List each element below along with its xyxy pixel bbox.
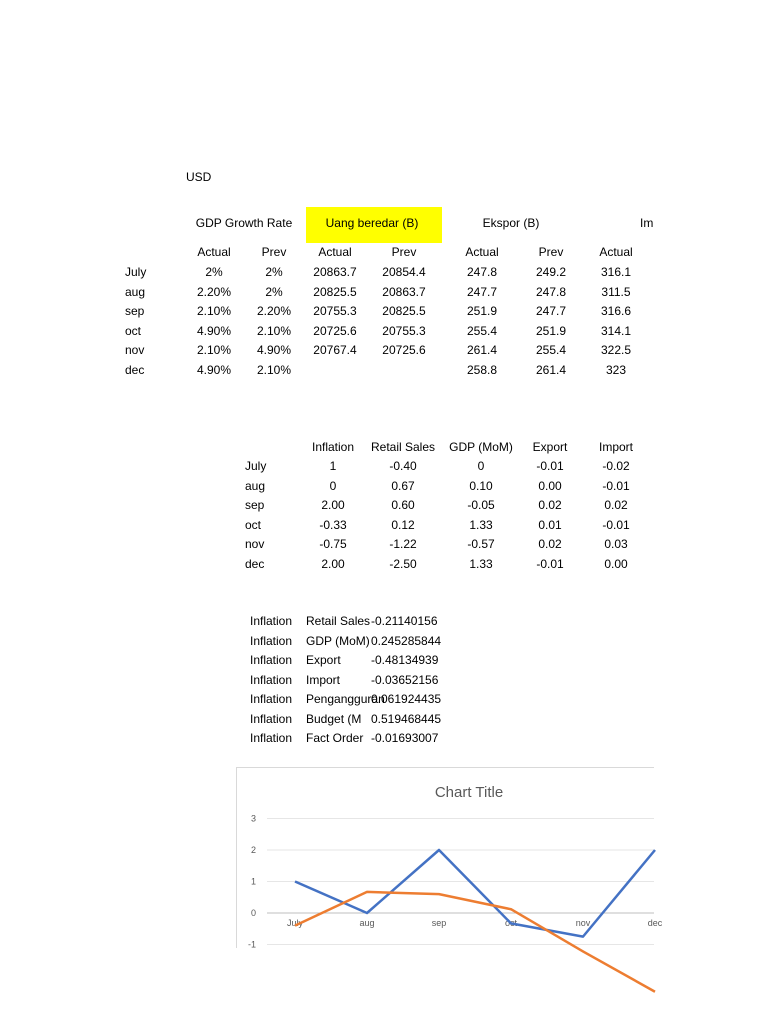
table1-subheader: Actual bbox=[465, 245, 499, 259]
table1-cell: 20767.4 bbox=[313, 343, 357, 357]
chart-x-tick-label: dec bbox=[647, 918, 663, 928]
table2-cell: -2.50 bbox=[389, 556, 417, 571]
table1-cell: 2.20% bbox=[256, 304, 292, 318]
table2-row-label: nov bbox=[245, 537, 265, 551]
table1-cell: 261.4 bbox=[466, 343, 498, 357]
chart-x-tick-label: oct bbox=[504, 918, 518, 928]
table1-row-label: aug bbox=[125, 284, 146, 299]
table2-row-label: aug bbox=[245, 478, 266, 493]
table1-cell: 2.10% bbox=[196, 304, 232, 318]
table1-cell: 2% bbox=[265, 284, 283, 299]
table1-group-header: Ekspor (B) bbox=[482, 216, 540, 230]
table1-cell: 20863.7 bbox=[382, 284, 426, 299]
table2-cell: -0.01 bbox=[536, 556, 564, 571]
table2-cell: 0.60 bbox=[391, 498, 415, 512]
table2-cell: -0.05 bbox=[467, 498, 495, 512]
table1-cell: 316.6 bbox=[600, 304, 632, 318]
table2-row-label: sep bbox=[245, 498, 265, 512]
correlation-value: 0.061924435 bbox=[371, 692, 442, 706]
table2-cell: 1 bbox=[329, 459, 337, 473]
table2-cell: 0.00 bbox=[538, 478, 562, 493]
table2-cell: 0.01 bbox=[538, 517, 562, 532]
table2-cell: -0.02 bbox=[602, 459, 630, 473]
table1-cell: 20825.5 bbox=[313, 284, 357, 299]
table2-cell: -1.22 bbox=[389, 537, 417, 551]
table2-row-label: dec bbox=[245, 556, 265, 571]
table1-cell: 247.7 bbox=[535, 304, 567, 318]
table1-cell: 20755.3 bbox=[382, 323, 426, 338]
chart-svg bbox=[237, 768, 663, 950]
table1-group-header: Im bbox=[640, 216, 654, 230]
table1-cell: 20755.3 bbox=[313, 304, 357, 318]
correlation-var-a: Inflation bbox=[250, 711, 293, 726]
table1-cell: 249.2 bbox=[535, 265, 567, 279]
table1-row-label: oct bbox=[125, 323, 142, 338]
table1-cell: 247.8 bbox=[535, 284, 567, 299]
table1-cell: 255.4 bbox=[535, 343, 567, 357]
correlation-var-b: Budget (M bbox=[306, 711, 362, 726]
currency-label: USD bbox=[186, 170, 212, 184]
table1-cell: 20854.4 bbox=[382, 265, 426, 279]
chart-series-line-1 bbox=[295, 850, 655, 937]
table2-cell: 2.00 bbox=[321, 556, 345, 571]
table1-cell: 311.5 bbox=[601, 284, 631, 299]
table1-cell: 316.1 bbox=[600, 265, 632, 279]
table1-cell: 251.9 bbox=[466, 304, 498, 318]
table2-cell: -0.01 bbox=[602, 517, 630, 532]
correlation-value: 0.519468445 bbox=[371, 711, 442, 726]
table2-cell: 0 bbox=[477, 459, 485, 473]
chart-y-tick-label: -1 bbox=[247, 939, 256, 950]
table1-cell: 247.7 bbox=[466, 284, 498, 299]
table2-header: GDP (MoM) bbox=[449, 440, 513, 454]
table1-cell: 258.8 bbox=[466, 362, 498, 377]
table1-cell: 247.8 bbox=[466, 265, 498, 279]
chart-y-tick-label: 3 bbox=[250, 813, 256, 824]
table2-cell: 0.00 bbox=[604, 556, 628, 571]
table2-cell: 1.33 bbox=[469, 517, 493, 532]
correlation-var-b: Retail Sales bbox=[306, 614, 371, 628]
table1-cell: 251.9 bbox=[535, 323, 567, 338]
table1-cell: 20725.6 bbox=[313, 323, 357, 338]
table1-subheader: Prev bbox=[391, 245, 417, 259]
table2-cell: -0.57 bbox=[467, 537, 495, 551]
table1-cell: 2.10% bbox=[196, 343, 232, 357]
table1-cell: 2% bbox=[205, 265, 223, 279]
table1-group-header: Uang beredar (B) bbox=[325, 216, 419, 230]
table2-cell: 0.12 bbox=[391, 517, 415, 532]
table1-subheader: Actual bbox=[599, 245, 633, 259]
correlation-value: -0.03652156 bbox=[371, 672, 439, 687]
correlation-var-b: Fact Order bbox=[306, 731, 364, 745]
chart-x-tick-label: nov bbox=[575, 918, 591, 928]
table1-cell: 323 bbox=[605, 362, 627, 377]
correlation-value: -0.21140156 bbox=[371, 614, 438, 628]
chart-y-tick-label: 0 bbox=[250, 908, 256, 918]
table2-cell: -0.75 bbox=[319, 537, 347, 551]
table1-row-label: dec bbox=[125, 362, 145, 377]
chart-x-tick-label: aug bbox=[359, 918, 375, 928]
correlation-var-a: Inflation bbox=[250, 614, 293, 628]
table2-cell: -0.33 bbox=[319, 517, 347, 532]
table2-header: Retail Sales bbox=[370, 440, 436, 454]
table1-cell: 261.4 bbox=[535, 362, 567, 377]
table1-cell: 2.20% bbox=[196, 284, 232, 299]
table1-subheader: Actual bbox=[318, 245, 352, 259]
table1-cell: 2.10% bbox=[256, 362, 292, 377]
table1-cell: 314.1 bbox=[600, 323, 632, 338]
correlation-var-b: Import bbox=[306, 672, 341, 687]
line-chart[interactable] bbox=[236, 767, 663, 950]
table1-cell: 4.90% bbox=[196, 323, 232, 338]
table2-cell: -0.01 bbox=[536, 459, 564, 473]
table2-row-label: July bbox=[245, 459, 267, 473]
correlation-var-b: GDP (MoM) bbox=[306, 633, 370, 648]
table1-subheader: Prev bbox=[261, 245, 287, 259]
table1-cell: 20825.5 bbox=[382, 304, 426, 318]
table2-cell: 0.10 bbox=[469, 478, 493, 493]
table2-cell: 0.02 bbox=[538, 537, 562, 551]
table2-cell: 0.02 bbox=[604, 498, 628, 512]
table2-cell: 0.02 bbox=[538, 498, 562, 512]
table1-cell: 4.90% bbox=[256, 343, 292, 357]
table2-cell: 0.67 bbox=[391, 478, 415, 493]
correlation-var-b: Pengangguran bbox=[306, 692, 385, 706]
correlation-value: 0.245285844 bbox=[371, 633, 442, 648]
table2-header: Inflation bbox=[311, 440, 355, 454]
table1-subheader: Prev bbox=[538, 245, 564, 259]
chart-x-tick-label: sep bbox=[431, 918, 447, 928]
table1-cell: 255.4 bbox=[466, 323, 498, 338]
table1-cell: 322.5 bbox=[600, 343, 632, 357]
table2-cell: -0.40 bbox=[389, 459, 417, 473]
table2-cell: 2.00 bbox=[321, 498, 345, 512]
table1-subheader: Actual bbox=[197, 245, 231, 259]
chart-x-tick-label: July bbox=[286, 918, 304, 928]
chart-y-tick-label: 1 bbox=[250, 876, 256, 887]
table1-cell: 2.10% bbox=[256, 323, 292, 338]
table1-cell: 2% bbox=[265, 265, 283, 279]
chart-title: Chart Title bbox=[434, 784, 504, 801]
table2-cell: 0 bbox=[329, 478, 337, 493]
table1-row-label: July bbox=[125, 265, 147, 279]
table2-header: Export bbox=[532, 440, 568, 454]
correlation-var-a: Inflation bbox=[250, 633, 293, 648]
correlation-var-a: Inflation bbox=[250, 731, 293, 745]
correlation-value: -0.48134939 bbox=[371, 653, 439, 667]
table2-header: Import bbox=[598, 440, 634, 454]
chart-y-tick-label: 2 bbox=[250, 845, 256, 855]
table2-cell: -0.01 bbox=[602, 478, 630, 493]
correlation-value: -0.01693007 bbox=[371, 731, 439, 745]
correlation-var-a: Inflation bbox=[250, 692, 293, 706]
table2-cell: 0.03 bbox=[604, 537, 628, 551]
table1-row-label: nov bbox=[125, 343, 145, 357]
table1-group-header: GDP Growth Rate bbox=[195, 216, 293, 230]
table1-row-label: sep bbox=[125, 304, 145, 318]
table1-cell: 4.90% bbox=[196, 362, 232, 377]
table1-cell: 20725.6 bbox=[382, 343, 426, 357]
correlation-var-b: Export bbox=[306, 653, 341, 667]
chart-series-line-2 bbox=[295, 892, 655, 992]
table2-row-label: oct bbox=[245, 517, 262, 532]
correlation-var-a: Inflation bbox=[250, 653, 293, 667]
correlation-var-a: Inflation bbox=[250, 672, 293, 687]
table1-cell: 20863.7 bbox=[313, 265, 357, 279]
table2-cell: 1.33 bbox=[469, 556, 493, 571]
